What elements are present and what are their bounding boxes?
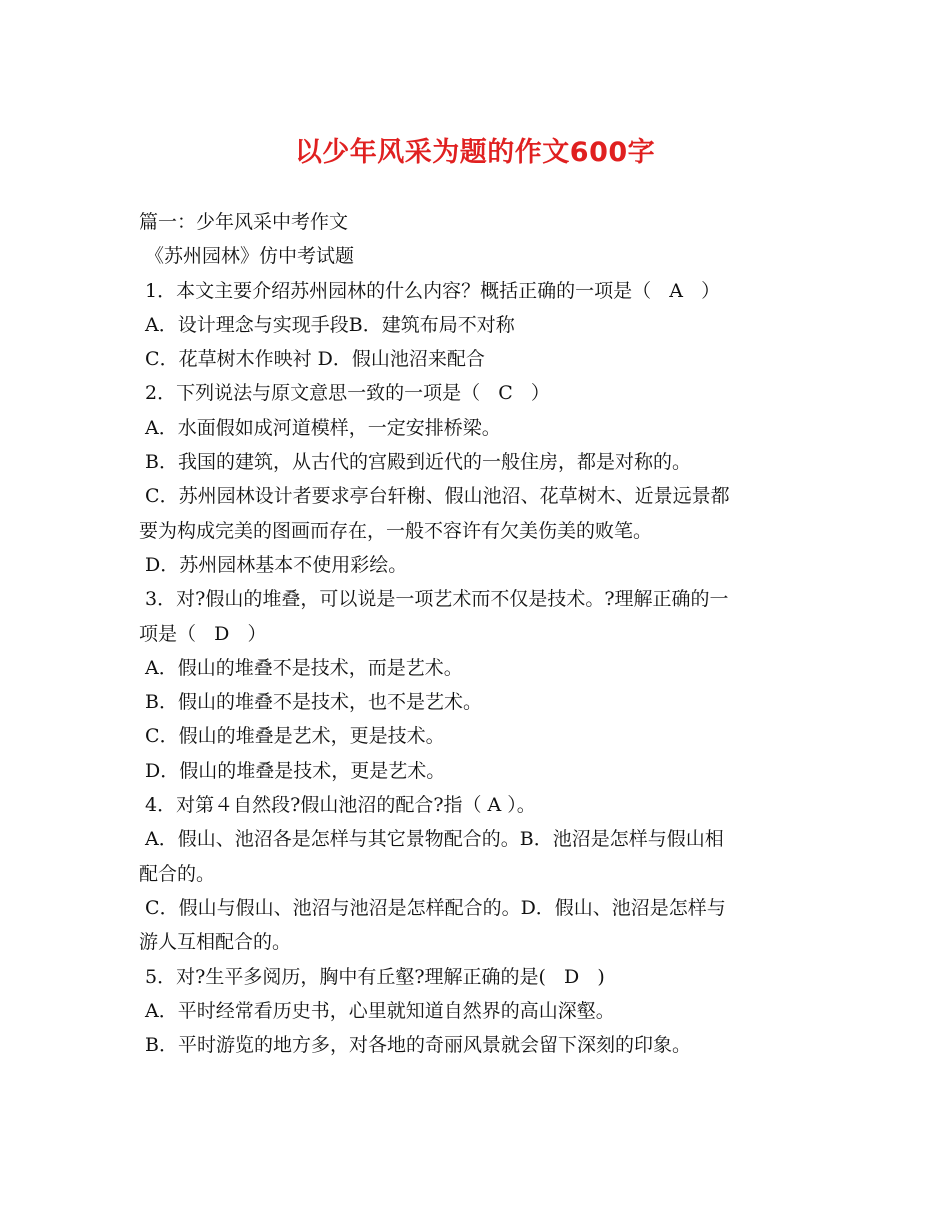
text-line: 4．对第４自然段?假山池沼的配合?指（ A ）。 [139,794,536,817]
text-line: 1．本文主要介绍苏州园林的什么内容？概括正确的一项是（ A ） [139,279,721,302]
text-line: B．假山的堆叠不是技术，也不是艺术。 [139,691,483,714]
text-line: 篇一：少年风采中考作文 [139,211,349,233]
text-line: A．假山的堆叠不是技术，而是艺术。 [139,656,463,679]
text-line: 2．下列说法与原文意思一致的一项是（ C ） [139,382,550,405]
text-line: C．花草树木作映衬 D．假山池沼来配合 [139,348,485,371]
text-line: 游人互相配合的。 [139,931,292,954]
text-line: B．我国的建筑，从古代的宫殿到近代的一般住房，都是对称的。 [139,451,692,474]
text-line: D．假山的堆叠是技术，更是艺术。 [139,759,446,782]
text-line: A．假山、池沼各是怎样与其它景物配合的。B．池沼是怎样与假山相 [139,828,724,851]
text-line: A．设计理念与实现手段B．建筑布局不对称 [139,313,515,336]
text-line: 项是（ D ） [139,622,267,645]
text-line: A．水面假如成河道模样，一定安排桥梁。 [139,416,501,439]
document-body [139,205,819,1062]
text-line: C．苏州园林设计者要求亭台轩榭、假山池沼、花草树木、近景远景都 [139,485,730,508]
text-line: 《苏州园林》仿中考试题 [139,245,355,268]
text-line: 5．对?生平多阅历，胸中有丘壑?理解正确的是( D ) [139,965,605,988]
text-line: 3．对?假山的堆叠，可以说是一项艺术而不仅是技术。?理解正确的一 [139,588,729,611]
text-line: C．假山的堆叠是艺术，更是技术。 [139,725,445,748]
text-line: C．假山与假山、池沼与池沼是怎样配合的。D．假山、池沼是怎样与 [139,896,726,919]
text-line: 要为构成完美的图画而存在，一般不容许有欠美伤美的败笔。 [139,519,653,542]
document-title: 以少年风采为题的作文600字 [294,137,656,168]
text-line: 配合的。 [139,862,216,885]
text-line: D．苏州园林基本不使用彩绘。 [139,553,408,576]
text-line: B．平时游览的地方多，对各地的奇丽风景就会留下深刻的印象。 [139,1034,692,1057]
text-line: A．平时经常看历史书，心里就知道自然界的高山深壑。 [139,999,615,1022]
